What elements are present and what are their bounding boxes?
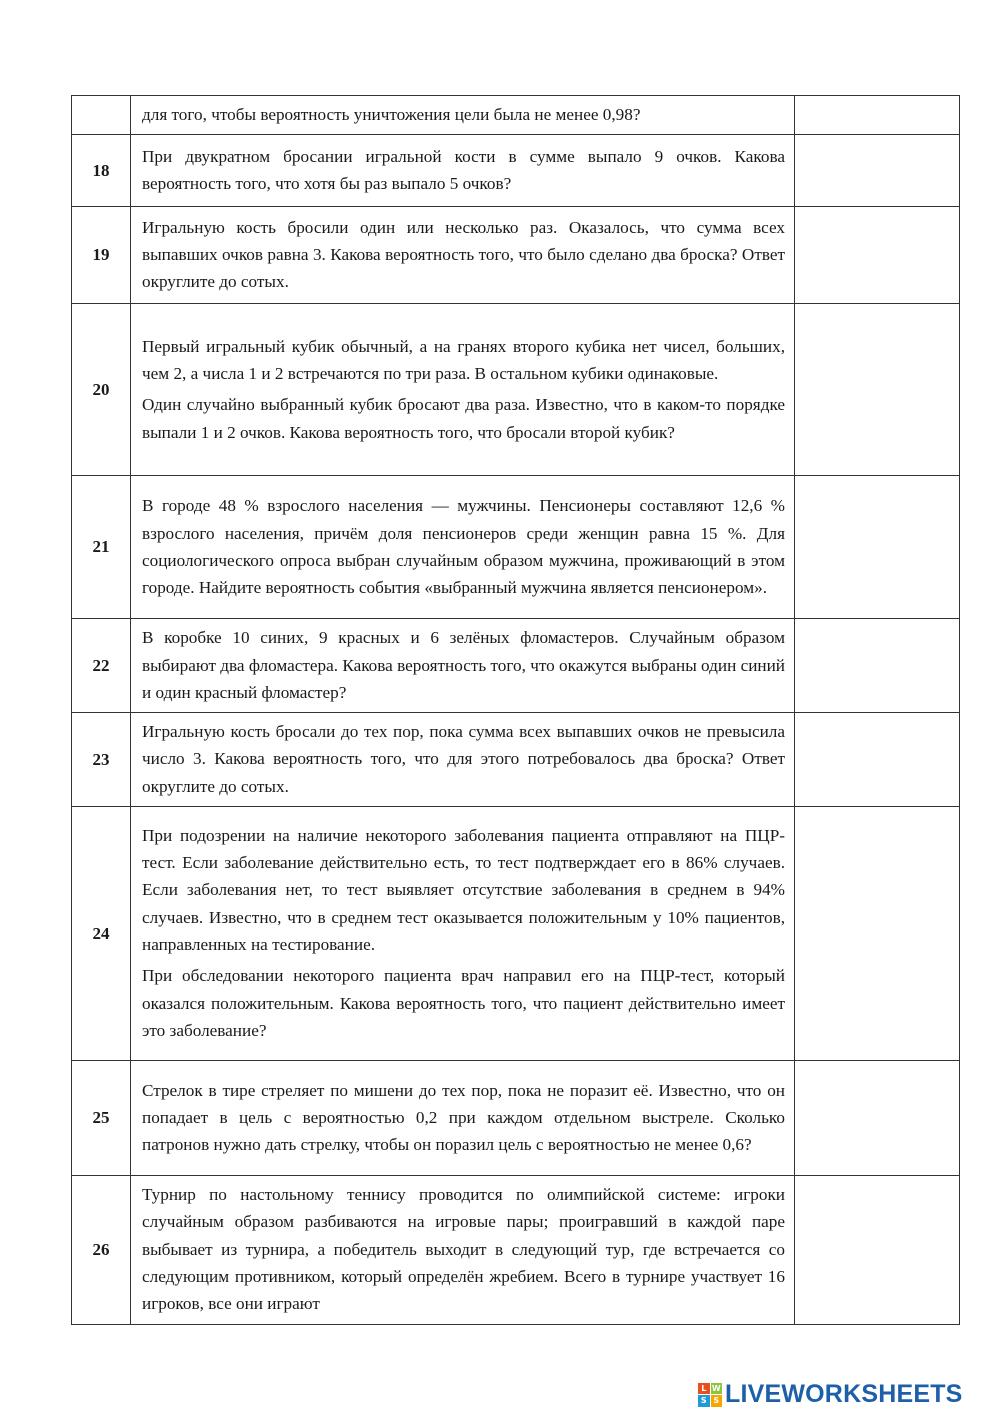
task-row <box>72 713 960 807</box>
task-paragraph: Турнир по настольному теннису проводится по олимпийской системе: игроки случайным образом разбиваются на игровые пары; проигравший в каждой паре выбывает из турнира, а победитель выходит в следующий тур, где встречается со следующим противником, который определён жребием. Всего в турнире участвует 16 игроков, все они играют <box>142 1185 785 1314</box>
task-number: 18 <box>72 135 131 207</box>
task-text <box>131 476 795 619</box>
task-text <box>131 1061 795 1176</box>
task-paragraph: При обследовании некоторого пациента врач направил его на ПЦР-тест, который оказался положительным. Какова вероятность того, что пациент действительно имеет это заболевание? <box>142 966 785 1040</box>
task-number: 26 <box>72 1176 131 1324</box>
task-paragraph: В городе 48 % взрослого населения — мужчины. Пенсионеры составляют 12,6 % взрослого населения, причём доля пенсионеров среди женщин равна 15 %. Для социологического опроса выбран случайным образом мужчина, проживающий в этом городе. Найдите вероятность события «выбранный мужчина является пенсионером». <box>142 496 785 598</box>
answer-cell[interactable] <box>795 1061 960 1176</box>
task-paragraph: В коробке 10 синих, 9 красных и 6 зелёных фломастеров. Случайным образом выбирают два фломастера. Какова вероятность того, что окажутся выбраны один синий и один красный фломастер? <box>142 628 785 702</box>
task-paragraph: При двукратном бросании игральной кости в сумме выпало 9 очков. Какова вероятность того, что хотя бы раз выпало 5 очков? <box>142 147 785 194</box>
answer-cell[interactable] <box>795 713 960 807</box>
task-row <box>72 476 960 619</box>
task-number: 23 <box>72 713 131 807</box>
task-number: 19 <box>72 207 131 304</box>
task-paragraph: для того, чтобы вероятность уничтожения цели была не менее 0,98? <box>142 105 641 124</box>
answer-cell[interactable] <box>795 619 960 713</box>
answer-cell[interactable] <box>795 304 960 476</box>
task-paragraph: При подозрении на наличие некоторого заболевания пациента отправляют на ПЦР-тест. Если заболевание действительно есть, то тест подтверждает его в 86% случаев. Если заболевания нет, то тест выявляет отсутствие заболевания в среднем в 94% случаев. Известно, что в среднем тест оказывается положительным у 10% пациентов, направленных на тестирование. <box>142 825 785 955</box>
task-row <box>72 135 960 207</box>
task-text <box>131 207 795 304</box>
answer-cell[interactable] <box>795 96 960 135</box>
task-row <box>72 207 960 304</box>
task-number: 25 <box>72 1061 131 1176</box>
logo-mark-icon <box>698 1383 722 1407</box>
liveworksheets-logo <box>698 1380 963 1409</box>
task-number <box>72 96 131 135</box>
logo-mark-cell: W <box>711 1383 721 1393</box>
task-row <box>72 304 960 476</box>
task-paragraph: Игральную кость бросили один или несколько раз. Оказалось, что сумма всех выпавших очков равна 3. Какова вероятность того, что было сделано два броска? Ответ округлите до сотых. <box>142 217 785 292</box>
task-number: 24 <box>72 807 131 1061</box>
answer-cell[interactable] <box>795 207 960 304</box>
task-row <box>72 96 960 135</box>
answer-cell[interactable] <box>795 1176 960 1324</box>
task-paragraph: Один случайно выбранный кубик бросают два раза. Известно, что в каком-то порядке выпали 1 и 2 очков. Какова вероятность того, что бросали второй кубик? <box>142 395 785 442</box>
answer-cell[interactable] <box>795 807 960 1061</box>
task-row <box>72 1061 960 1176</box>
task-text <box>131 135 795 207</box>
task-text <box>131 96 795 135</box>
logo-text: LIVEWORKSHEETS <box>725 1380 963 1408</box>
logo-mark-cell: L <box>698 1383 710 1395</box>
answer-cell[interactable] <box>795 135 960 207</box>
task-text <box>131 713 795 807</box>
logo-mark-cell: S <box>711 1395 723 1407</box>
task-number: 20 <box>72 304 131 476</box>
answer-cell[interactable] <box>795 476 960 619</box>
task-table <box>71 95 960 1325</box>
task-row <box>72 619 960 713</box>
task-paragraph: Игральную кость бросали до тех пор, пока сумма всех выпавших очков не превысила число 3. Какова вероятность того, что для этого потребовалось два броска? Ответ округлите до сотых. <box>142 722 785 796</box>
task-row <box>72 1176 960 1324</box>
logo-mark-cell: S <box>698 1395 710 1407</box>
task-paragraph: Первый игральный кубик обычный, а на гранях второго кубика нет чисел, больших, чем 2, а числа 1 и 2 встречаются по три раза. В остальном кубики одинаковые. <box>142 336 785 383</box>
task-number: 22 <box>72 619 131 713</box>
task-text <box>131 304 795 476</box>
task-text <box>131 1176 795 1324</box>
task-text <box>131 619 795 713</box>
task-number: 21 <box>72 476 131 619</box>
task-paragraph: Стрелок в тире стреляет по мишени до тех пор, пока не поразит её. Известно, что он попадает в цель с вероятностью 0,2 при каждом отдельном выстреле. Сколько патронов нужно дать стрелку, чтобы он поразил цель с вероятностью не менее 0,6? <box>142 1080 785 1155</box>
task-text <box>131 807 795 1061</box>
task-row <box>72 807 960 1061</box>
